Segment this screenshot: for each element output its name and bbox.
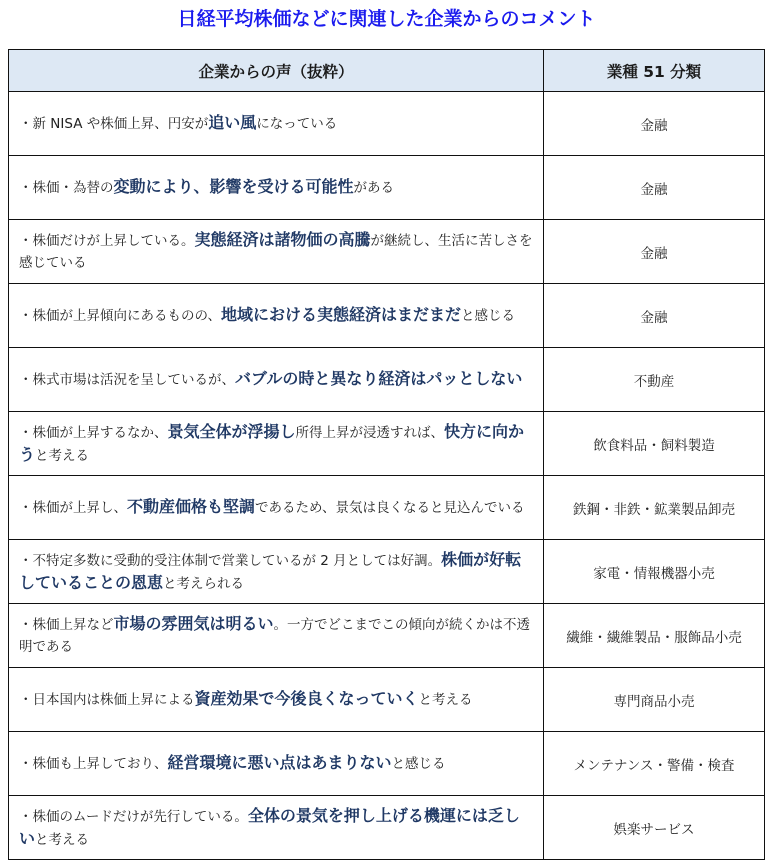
highlighted-phrase: 資産効果で今後良くなっていく	[194, 689, 419, 708]
table-body	[9, 92, 765, 860]
table-row	[9, 732, 765, 796]
highlighted-phrase: 変動により、影響を受ける可能性	[113, 177, 354, 196]
comment-text: と考える	[418, 692, 473, 708]
comment-cell	[9, 796, 544, 860]
highlighted-phrase: 景気全体が浮揚し	[167, 421, 296, 441]
industry-cell: 飲食料品・飼料製造	[544, 412, 765, 476]
industry-cell: 金融	[544, 92, 765, 156]
page-title: 日経平均株価などに関連した企業からのコメント	[177, 8, 596, 30]
comment-text: 所得上昇が浸透すれば、	[295, 424, 445, 441]
highlighted-phrase: 追い風	[208, 113, 257, 132]
comment-text: ・株価上昇など	[19, 617, 114, 633]
table-header-row	[9, 50, 765, 92]
comment-cell	[9, 284, 544, 348]
highlighted-phrase: 全体の景気を押し上げる機運には乏しい	[19, 805, 520, 848]
comment-cell	[9, 92, 544, 156]
column-header-industry: 業種 51 分類	[544, 50, 765, 92]
highlighted-phrase: 地域における実態経済はまだまだ	[220, 305, 461, 324]
comment-text: 。一方でどこまでこの傾向が続くかは不透明である	[19, 617, 531, 655]
comment-text: ・株式市場は活況を呈しているが、	[19, 372, 235, 388]
table-row	[9, 92, 765, 156]
table-row	[9, 796, 765, 860]
comment-text: ・株価も上昇しており、	[19, 756, 168, 772]
comment-cell	[9, 476, 544, 540]
table-row	[9, 220, 765, 284]
comment-text: と考える	[35, 831, 90, 848]
comment-cell	[9, 540, 544, 604]
comment-text: ・株価・為替の	[19, 180, 114, 196]
table-row	[9, 412, 765, 476]
table-row	[9, 604, 765, 668]
industry-cell: 金融	[544, 220, 765, 284]
comment-text: ・不特定多数に受動的受注体制で営業しているが 2 月としては好調。	[19, 552, 442, 569]
column-header-voice: 企業からの声（抜粋）	[9, 50, 544, 92]
highlighted-phrase: 実態経済は諸物価の高騰	[194, 230, 371, 249]
comment-text: ・株価のムードだけが先行している。	[19, 808, 248, 825]
table-row	[9, 476, 765, 540]
comment-text: と考える	[35, 447, 90, 464]
industry-cell: 鉄鋼・非鉄・鉱業製品卸売	[544, 476, 765, 540]
comment-cell	[9, 604, 544, 668]
industry-cell: 金融	[544, 156, 765, 220]
highlighted-phrase: 株価が好転していることの恩恵	[19, 549, 522, 592]
comment-text: と感じる	[460, 308, 515, 324]
comment-cell	[9, 220, 544, 284]
industry-cell: 専門商品小売	[544, 668, 765, 732]
comment-cell	[9, 668, 544, 732]
comment-text: ・日本国内は株価上昇による	[19, 692, 195, 708]
comment-text: と考えられる	[163, 575, 245, 592]
comment-text: と感じる	[391, 756, 446, 772]
table-row	[9, 668, 765, 732]
comment-text: になっている	[256, 116, 338, 132]
industry-cell: 娯楽サービス	[544, 796, 765, 860]
company-comments-table	[8, 49, 765, 860]
highlighted-phrase: バブルの時と異なり経済はパッとしない	[235, 369, 523, 388]
comment-text: であるため、景気は良くなると見込んでいる	[255, 500, 525, 516]
table-row	[9, 540, 765, 604]
comment-cell	[9, 412, 544, 476]
industry-cell: 繊維・繊維製品・服飾品小売	[544, 604, 765, 668]
table-row	[9, 284, 765, 348]
table-row	[9, 348, 765, 412]
industry-cell: 家電・情報機器小売	[544, 540, 765, 604]
industry-cell: メンテナンス・警備・検査	[544, 732, 765, 796]
highlighted-phrase: 快方に向かう	[19, 421, 525, 464]
comment-text: ・株価が上昇傾向にあるものの、	[19, 308, 221, 324]
comment-cell	[9, 732, 544, 796]
comment-text: ・株価が上昇するなか、	[19, 424, 168, 441]
comment-text: ・株価だけが上昇している。	[19, 233, 195, 249]
comment-text: ・新 NISA や株価上昇、円安が	[19, 116, 209, 132]
comment-cell	[9, 156, 544, 220]
highlighted-phrase: 経営環境に悪い点はあまりない	[167, 753, 392, 772]
highlighted-phrase: 不動産価格も堅調	[127, 497, 256, 516]
comment-text: ・株価が上昇し、	[19, 500, 127, 516]
industry-cell: 不動産	[544, 348, 765, 412]
comment-text: が継続し、生活に苦しさを感じている	[19, 233, 533, 271]
highlighted-phrase: 市場の雰囲気は明るい	[113, 614, 274, 633]
table-row	[9, 156, 765, 220]
comment-cell	[9, 348, 544, 412]
comment-text: がある	[353, 180, 395, 196]
industry-cell: 金融	[544, 284, 765, 348]
